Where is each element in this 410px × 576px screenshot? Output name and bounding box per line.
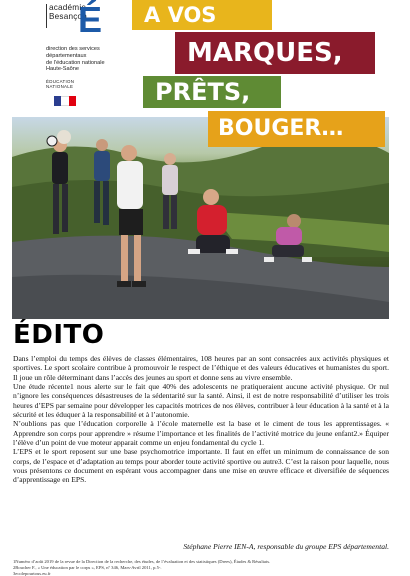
marianne-label (46, 79, 106, 89)
dsden-line: Haute-Saône (46, 66, 79, 73)
edito-body (13, 354, 389, 485)
banner-marques: MARQUES, (175, 32, 375, 74)
logo-letter-e: É (78, 0, 103, 40)
banner-bouger: BOUGER… (208, 111, 385, 147)
group-photo (12, 117, 389, 319)
photo-illustration (12, 117, 389, 319)
dsden-line: départementaux (46, 52, 87, 59)
marianne-flag-icon (54, 96, 76, 106)
footnote: 3ecolepourtous.eu.fr (13, 570, 51, 576)
edito-signature: Stéphane Pierre IEN-A, responsable du groupe EPS départemental. (183, 542, 389, 551)
dsden-label (46, 46, 126, 73)
logo-rule (46, 4, 47, 28)
footnote: 1Numéro d’août 2019 de la revue de la Direction de la recherche, des études, de l’évaluation et des statistiques (Drees), Études & Résultats. (13, 559, 271, 564)
banner-a-vos: A VOS (132, 0, 272, 30)
logo-line-besancon: Besançon (49, 11, 88, 21)
marianne-line: NATIONALE (46, 84, 74, 90)
footnote: 2Boucher F., « Une éducation par le corps », EPS, nº 346, Mars-Avril 2011, p.5-. (13, 564, 162, 570)
marianne-line: ÉDUCATION (46, 79, 75, 84)
edito-title: ÉDITO (13, 320, 105, 350)
dsden-line: de l'éducation nationale (46, 59, 105, 66)
edito-paragraph: Une étude récente1 nous alerte sur le fait que 40% des adolescents ne pratiqueraient aucune activité physique. Or nul n’ignore les conséquences désastreuses de la sédentarité sur la santé. Ainsi, il est de notre responsabilité d’utiliser les trois heures d’EPS par semaine pour développer les capacités motrices de nos élèves, contribuer à leur éducation à la santé et à la sécurité et les éduquer à la responsabilité et à l’autonomie. (13, 382, 389, 420)
flag-stripe-blue (54, 96, 61, 106)
academie-logo (46, 0, 114, 40)
flag-stripe-red (69, 96, 76, 106)
dsden-line: direction des services (46, 46, 100, 52)
footnotes (13, 559, 393, 576)
logo-line-academie: académie (49, 3, 87, 12)
edito-paragraph: L’EPS et le sport reposent sur une base psychomotrice importante. Il faut en effet un minimum de connaissance de son corps, de l’espace et d’adaptation au temps pour aborder toute activité sportive ou autre3. C’est la raison pour laquelle, nous vous présentons ce document en espérant vous accompagner dans une mise en œuvre efficace et diversifiée de séquences d’apprentissage en EPS. (13, 447, 389, 485)
edito-paragraph: Dans l’emploi du temps des élèves de classes élémentaires, 108 heures par an sont consacrées aux activités physiques et sportives. Le sport scolaire contribue à promouvoir le respect de l’éthique et des valeurs éducatives et humanistes du sport. Il joue un rôle déterminant dans l’accès des jeunes au sport et donne sens au vivre ensemble. (13, 354, 389, 382)
edito-paragraph: N’oublions pas que l’éducation corporelle à l’école maternelle est la base et le ciment de tous les apprentissages. « Apprendre son corps pour apprendre » résume l’importance et les finalités de l’activité motrice du jeune enfant2.» Équiper l’élève d’un point de vue moteur apparait comme un enjeu fondamental du cycle 1. (13, 419, 389, 448)
flag-stripe-white (61, 96, 68, 106)
banner-prets: PRÊTS, (143, 76, 281, 108)
